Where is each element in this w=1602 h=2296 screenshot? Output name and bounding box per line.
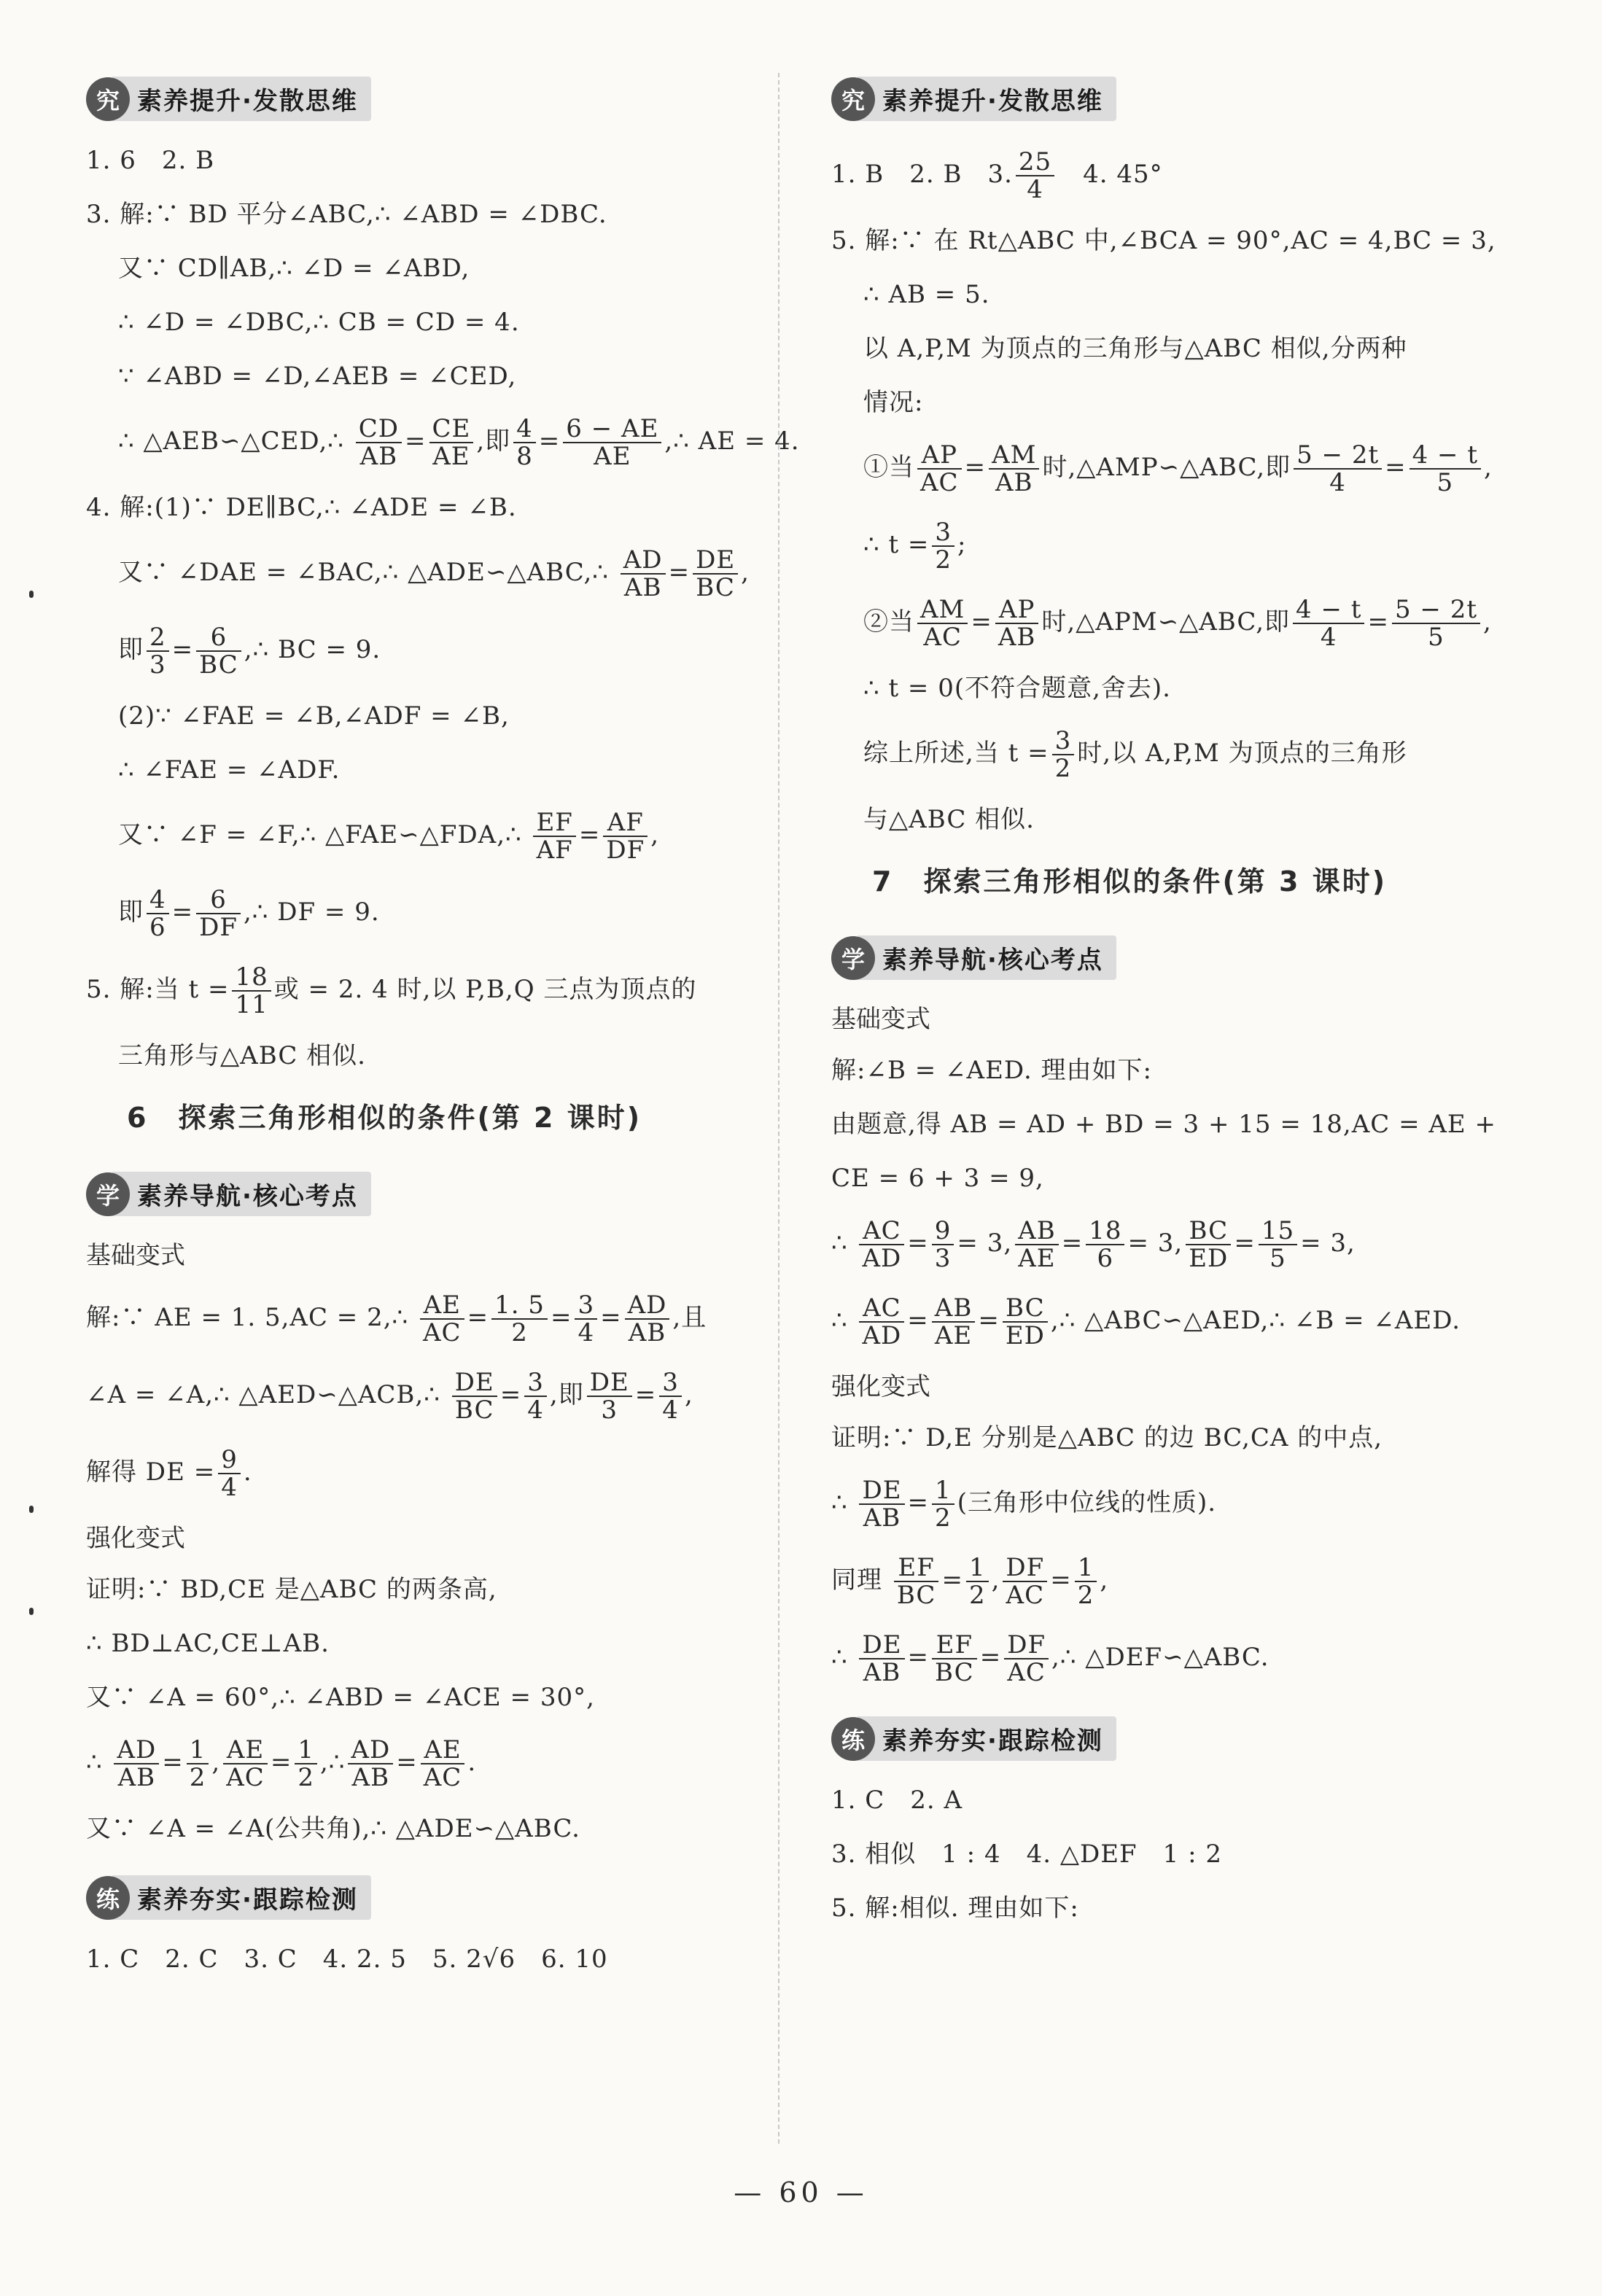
fraction: $\frac{AP}{AC}$ [917,442,962,496]
fraction: $\frac{6}{BC}$ [196,624,241,678]
answer-line: 5. 解:相似. 理由如下: [831,1894,1079,1923]
fraction: $\frac{AD}{AB}$ [625,1292,670,1346]
answer-line: 证明:∵ D,E 分别是△ABC 的边 BC,CA 的中点, [831,1423,1383,1452]
fraction: $\frac{2}{3}$ [147,624,169,678]
answer-line: ∴ $\frac{AC}{AD}$ = $\frac{9}{3}$ = 3, $\frac{AB}{AE}$ = $\frac{18}{6}$ = 3, $\frac{BC}{ED}$ = $\frac{15}{5}$ = 3, [831,1216,1356,1273]
answer-line: ∴ BD⊥AC,CE⊥AB. [86,1629,330,1658]
answer-line: 证明:∵ BD,CE 是△ABC 的两条高, [86,1575,497,1604]
fraction: $\frac{9}{3}$ [932,1218,954,1272]
answer-line: 解得 DE = $\frac{9}{4}$ . [86,1445,252,1502]
fraction: $\frac{AM}{AC}$ [917,596,968,650]
answer-line: 1. B 2. B 3. $\frac{25}{4}$ 4. 45° [831,147,1163,204]
answer-line: 又∵ CD∥AB,∴ ∠D = ∠ABD, [118,254,470,283]
fraction: $\frac{6}{DF}$ [196,887,241,941]
answer-line: 解:∵ AE = 1. 5,AC = 2,∴ $\frac{AE}{AC}$ = $\frac{1. 5}{2}$ = $\frac{3}{4}$ = $\frac{AD}{AB}$ ,且 [86,1291,707,1347]
fraction: $\frac{4}{8}$ [513,416,536,470]
section-badge-explore [831,77,1116,121]
section-badge-practice [831,1716,1116,1761]
answer-line: 与△ABC 相似. [863,805,1035,834]
section-badge-practice [86,1875,371,1920]
answer-line: ∴ $\frac{AC}{AD}$ = $\frac{AB}{AE}$ = $\frac{BC}{ED}$ ,∴ △ABC∽△AED,∴ ∠B = ∠AED. [831,1293,1461,1350]
fraction: $\frac{3}{2}$ [932,519,954,573]
fraction: $\frac{EF}{BC}$ [894,1554,939,1608]
fraction: $\frac{5 - 2t}{5}$ [1392,596,1480,650]
fraction: $\frac{15}{5}$ [1259,1218,1297,1272]
fraction: $\frac{AD}{AB}$ [621,547,666,601]
fraction: $\frac{9}{4}$ [218,1447,241,1501]
fraction: $\frac{1}{2}$ [187,1737,209,1791]
fraction: $\frac{DF}{AC}$ [1003,1554,1047,1608]
answer-line: 又∵ ∠F = ∠F,∴ △FAE∽△FDA,∴ $\frac{EF}{AF}$ = $\frac{AF}{DF}$ , [118,808,660,865]
fraction: $\frac{1}{2}$ [1075,1554,1097,1608]
answer-line: 情况: [863,388,924,417]
answer-line: ②当 $\frac{AM}{AC}$ = $\frac{AP}{AB}$ 时,△APM∽△ABC,即 $\frac{4 - t}{4}$ = $\frac{5 - 2t}{5}$ , [863,595,1492,652]
answer-line: 即 $\frac{2}{3}$ = $\frac{6}{BC}$ ,∴ BC = 9. [118,623,381,680]
fraction: $\frac{DE}{BC}$ [452,1369,497,1423]
answer-line: ∴ AB = 5. [863,280,990,309]
answer-line: 又∵ ∠A = 60°,∴ ∠ABD = ∠ACE = 30°, [86,1683,595,1712]
scan-mark [29,1608,34,1615]
scan-mark [29,591,34,598]
badge-icon: 练 [86,1876,130,1920]
fraction: $\frac{AM}{AB}$ [989,442,1039,496]
answer-line: 同理 $\frac{EF}{BC}$ = $\frac{1}{2}$ , $\frac{DF}{AC}$ = $\frac{1}{2}$ , [831,1553,1109,1610]
answer-line: ∴ △AEB∽△CED,∴ $\frac{CD}{AB}$ = $\frac{CE}{AE}$ ,即 $\frac{4}{8}$ = $\frac{6 - AE}{AE}$ ,∴ AE = 4. [118,414,800,471]
fraction: $\frac{25}{4}$ [1016,149,1054,203]
fraction: $\frac{6 - AE}{AE}$ [563,416,661,470]
fraction: $\frac{1}{2}$ [932,1477,954,1531]
fraction: $\frac{EF}{AF}$ [533,809,575,863]
fraction: $\frac{EF}{BC}$ [932,1632,977,1686]
fraction: $\frac{4 - t}{5}$ [1409,442,1481,496]
right-column [831,69,1509,1947]
answer-line: 1. C 2. C 3. C 4. 2. 5 5. 2√6 6. 10 [86,1945,608,1974]
fraction: $\frac{4}{6}$ [147,887,169,941]
badge-title: 素养导航·核心考点 [112,1172,371,1216]
fraction: $\frac{AB}{AE}$ [932,1295,976,1349]
answer-line: 3. 解:∵ BD 平分∠ABC,∴ ∠ABD = ∠DBC. [86,200,607,229]
badge-title: 素养导航·核心考点 [858,935,1116,980]
badge-icon: 学 [831,936,875,980]
subheading: 基础变式 [831,1005,930,1034]
fraction: $\frac{1}{2}$ [295,1737,317,1791]
answer-line: ∴ $\frac{DE}{AB}$ = $\frac{1}{2}$ (三角形中位线的性质). [831,1476,1217,1533]
fraction: $\frac{18}{11}$ [232,964,271,1018]
badge-icon: 究 [831,77,875,121]
answer-line: 由题意,得 AB = AD + BD = 3 + 15 = 18,AC = AE + [831,1110,1497,1139]
answer-line: 1. 6 2. B [86,146,215,175]
answer-line: 3. 相似 1 : 4 4. △DEF 1 : 2 [831,1840,1222,1869]
subheading: 基础变式 [86,1241,185,1270]
answer-line: ∠A = ∠A,∴ △AED∽△ACB,∴ $\frac{DE}{BC}$ = $\frac{3}{4}$ ,即 $\frac{DE}{3}$ = $\frac{3}{4}$ , [86,1368,693,1425]
left-column [86,69,800,1999]
fraction: $\frac{5 - 2t}{4}$ [1294,442,1382,496]
fraction: $\frac{4 - t}{4}$ [1293,596,1364,650]
fraction: $\frac{BC}{ED}$ [1186,1218,1231,1272]
badge-icon: 练 [831,1717,875,1761]
fraction: $\frac{AF}{DF}$ [603,809,648,863]
badge-title: 素养夯实·跟踪检测 [858,1716,1116,1761]
answer-line: 5. 解:当 t = $\frac{18}{11}$ 或 = 2. 4 时,以 P,B,Q 三点为顶点的 [86,962,697,1019]
fraction: $\frac{DE}{AB}$ [859,1477,904,1531]
fraction: $\frac{DF}{AC}$ [1004,1632,1049,1686]
answer-line: 以 A,P,M 为顶点的三角形与△ABC 相似,分两种 [863,334,1407,363]
scan-mark [29,1506,34,1513]
section-badge-learn [831,935,1116,980]
answer-line: ∴ $\frac{AD}{AB}$ = $\frac{1}{2}$ , $\frac{AE}{AC}$ = $\frac{1}{2}$ ,∴ $\frac{AD}{AB}$ = $\frac{AE}{AC}$ . [86,1735,477,1792]
fraction: $\frac{AE}{AC}$ [421,1737,465,1791]
answer-line: 综上所述,当 t = $\frac{3}{2}$ 时,以 A,P,M 为顶点的三角形 [863,726,1407,783]
section-badge-learn [86,1172,371,1216]
answer-line: ∴ ∠FAE = ∠ADF. [118,755,341,785]
answer-line: CE = 6 + 3 = 9, [831,1164,1044,1193]
fraction: $\frac{AE}{AC}$ [420,1292,464,1346]
badge-title: 素养夯实·跟踪检测 [112,1875,371,1920]
fraction: $\frac{3}{4}$ [524,1369,547,1423]
badge-title: 素养提升·发散思维 [112,77,371,121]
page-number: — 60 — [734,2176,868,2209]
fraction: $\frac{1. 5}{2}$ [491,1292,548,1346]
badge-icon: 究 [86,77,130,121]
fraction: $\frac{DE}{AB}$ [859,1632,904,1686]
answer-line: 5. 解:∵ 在 Rt△ABC 中,∠BCA = 90°,AC = 4,BC = 3, [831,226,1496,255]
fraction: $\frac{AB}{AE}$ [1015,1218,1059,1272]
subheading: 强化变式 [86,1524,185,1553]
fraction: $\frac{CE}{AE}$ [429,416,474,470]
answer-line: ①当 $\frac{AP}{AC}$ = $\frac{AM}{AB}$ 时,△AMP∽△ABC,即 $\frac{5 - 2t}{4}$ = $\frac{4 - t}{5}$ , [863,440,1493,497]
answer-line: (2)∵ ∠FAE = ∠B,∠ADF = ∠B, [118,701,510,731]
fraction: $\frac{CD}{AB}$ [356,416,402,470]
column-divider [778,73,779,2144]
fraction: $\frac{AD}{AB}$ [114,1737,159,1791]
fraction: $\frac{3}{2}$ [1052,728,1075,782]
badge-title: 素养提升·发散思维 [858,77,1116,121]
answer-line: 4. 解:(1)∵ DE∥BC,∴ ∠ADE = ∠B. [86,493,517,522]
answer-line: 三角形与△ABC 相似. [118,1041,366,1070]
answer-line: ∴ t = 0(不符合题意,舍去). [863,674,1171,703]
answer-line: 即 $\frac{4}{6}$ = $\frac{6}{DF}$ ,∴ DF = 9. [118,885,380,942]
answer-line: 1. C 2. A [831,1786,963,1815]
fraction: $\frac{3}{4}$ [575,1292,597,1346]
fraction: $\frac{AD}{AB}$ [348,1737,393,1791]
section-heading: 7 探索三角形相似的条件(第 3 课时) [872,865,1388,898]
fraction: $\frac{AC}{AD}$ [859,1218,904,1272]
section-heading: 6 探索三角形相似的条件(第 2 课时) [127,1102,642,1134]
fraction: $\frac{AP}{AB}$ [995,596,1039,650]
subheading: 强化变式 [831,1372,930,1401]
badge-icon: 学 [86,1172,130,1216]
answer-line: ∵ ∠ABD = ∠D,∠AEB = ∠CED, [118,362,517,391]
fraction: $\frac{3}{4}$ [659,1369,682,1423]
fraction: $\frac{AE}{AC}$ [223,1737,268,1791]
fraction: $\frac{18}{6}$ [1086,1218,1124,1272]
answer-line: ∴ $\frac{DE}{AB}$ = $\frac{EF}{BC}$ = $\frac{DF}{AC}$ ,∴ △DEF∽△ABC. [831,1630,1269,1687]
fraction: $\frac{AC}{AD}$ [859,1295,904,1349]
answer-line: 解:∠B = ∠AED. 理由如下: [831,1056,1153,1085]
fraction: $\frac{DE}{3}$ [587,1369,632,1423]
answer-line: ∴ t = $\frac{3}{2}$ ; [863,518,967,575]
fraction: $\frac{DE}{BC}$ [693,547,738,601]
section-badge-explore [86,77,371,121]
fraction: $\frac{1}{2}$ [966,1554,989,1608]
answer-line: 又∵ ∠A = ∠A(公共角),∴ △ADE∽△ABC. [86,1814,580,1843]
answer-line: 又∵ ∠DAE = ∠BAC,∴ △ADE∽△ABC,∴ $\frac{AD}{AB}$ = $\frac{DE}{BC}$ , [118,545,750,602]
fraction: $\frac{BC}{ED}$ [1003,1295,1048,1349]
answer-line: ∴ ∠D = ∠DBC,∴ CB = CD = 4. [118,308,520,337]
